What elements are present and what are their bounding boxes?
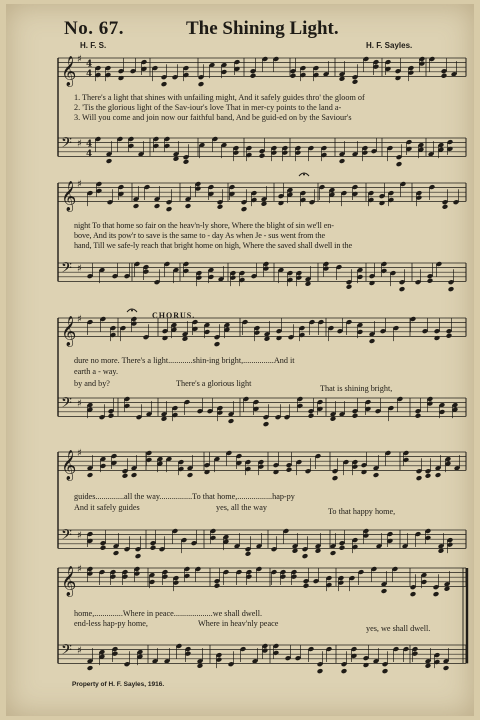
note-head (435, 472, 442, 478)
key-signature-sharp: ♯ (77, 530, 82, 542)
note-head (187, 472, 194, 478)
note-head (395, 75, 402, 81)
note-head (352, 413, 359, 419)
key-signature-sharp: ♯ (77, 314, 82, 326)
verse-1-line-2: night To that home so fair on the heav'n-ly shore, Where the blight of sin we'll en- (74, 221, 334, 230)
chorus-line-k: end-less hap-py home, (74, 619, 148, 628)
lyricist-credit: H. F. S. (80, 41, 107, 50)
chorus-line-h: yes, all the way (216, 503, 267, 512)
key-signature-sharp: ♯ (77, 138, 82, 150)
chorus-line-b: earth a - way. (74, 367, 119, 376)
copyright-footer: Property of H. F. Sayles, 1916. (72, 681, 165, 688)
key-signature-sharp: ♯ (77, 448, 82, 460)
bass-clef: 𝄢 (61, 526, 72, 547)
fermata-dot (131, 310, 133, 312)
time-signature-top: 4 (86, 59, 93, 70)
note-head (441, 73, 448, 79)
verse-2-line-1: 2. 'Tis the glorious light of the Sav-iour's love That in mer-cy points to the land a- (74, 103, 342, 112)
treble-clef: 𝄞 (61, 181, 77, 212)
chorus-line-d: There's a glorious light (176, 379, 252, 388)
note-head (245, 551, 252, 557)
note-head (427, 278, 434, 284)
note-head (332, 475, 339, 481)
chorus-line-f: guides..............all the way................To that home,.................hap-py (74, 492, 295, 501)
note-head (416, 475, 423, 481)
note-head (317, 668, 324, 674)
verse-2-line-2: bove, And its pow'r to save is the same to - day As when Je - sus went from the (74, 231, 325, 240)
note-head (286, 467, 293, 473)
note-head (302, 553, 309, 559)
note-head (150, 545, 157, 551)
bass-clef: 𝄢 (61, 641, 72, 662)
note-head (433, 591, 440, 597)
note-head (273, 469, 280, 475)
note-head (330, 550, 337, 556)
note-head (133, 203, 140, 209)
verse-1-line-1: 1. There's a light that shines with unfailing might, And it safely guides thro' the gloom of (74, 93, 365, 102)
chorus-line-e: That is shining bright, (320, 384, 393, 393)
note-head (154, 203, 161, 209)
hymn-title: The Shining Light. (186, 18, 339, 39)
note-head (241, 206, 248, 212)
note-head (185, 203, 192, 209)
time-signature-bottom: 4 (86, 149, 93, 160)
note-head (448, 286, 455, 292)
note-head (303, 583, 310, 589)
note-head (382, 668, 389, 674)
time-signature-bottom: 4 (86, 69, 93, 80)
key-signature-sharp: ♯ (77, 54, 82, 66)
composer-credit: H. F. Sayles. (366, 41, 413, 50)
note-head (214, 583, 221, 589)
fermata-dot (303, 174, 305, 176)
note-head (415, 413, 422, 419)
note-head (166, 206, 173, 212)
key-signature-sharp: ♯ (77, 564, 82, 576)
note-head (135, 553, 142, 559)
note-head (443, 665, 450, 671)
note-head (341, 668, 348, 674)
note-head (217, 204, 224, 210)
note-head (118, 75, 125, 81)
key-signature-sharp: ♯ (77, 398, 82, 410)
chorus-line-a: dure no more. There's a light............shin-ing bright,...............And it (74, 356, 295, 365)
note-head (161, 81, 168, 87)
note-head (214, 341, 221, 347)
treble-clef: 𝄞 (61, 566, 77, 597)
note-head (106, 158, 113, 164)
note-head (122, 473, 129, 479)
chorus-line-j: home,..............Where in peace...................we shall dwell. (74, 609, 263, 618)
key-signature-sharp: ♯ (77, 645, 82, 657)
verse-3-line-1: 3. Will you come and join now our faithful band, And be guid-ed on by the Saviour's (74, 113, 352, 122)
note-head (363, 662, 370, 668)
chorus-line-m: yes, we shall dwell. (366, 624, 431, 633)
note-head (373, 472, 380, 478)
chorus-line-i: To that happy home, (328, 507, 396, 516)
note-head (434, 335, 441, 341)
note-head (290, 73, 297, 79)
note-head (396, 161, 403, 167)
verse-3-line-2: hand, Till we safe-ly reach that bright home on high, Where the saved shall dwell in the (74, 241, 352, 250)
note-head (198, 81, 205, 87)
note-head (410, 591, 417, 597)
bass-clef: 𝄢 (61, 134, 72, 155)
note-head (113, 550, 120, 556)
note-head (379, 200, 386, 206)
note-head (425, 473, 432, 479)
note-head (361, 469, 368, 475)
note-head (108, 413, 115, 419)
note-head (442, 204, 449, 210)
note-head (259, 153, 266, 159)
note-head (339, 545, 346, 551)
note-head (446, 333, 453, 339)
hymn-number: No. 67. (64, 18, 124, 39)
bass-clef: 𝄢 (61, 394, 72, 415)
note-head (308, 413, 315, 419)
note-head (87, 472, 94, 478)
treble-clef: 𝄞 (61, 316, 77, 347)
note-head (162, 335, 169, 341)
chorus-line-l: Where in heav'nly peace (198, 619, 279, 628)
time-signature-top: 4 (86, 139, 93, 150)
note-head (276, 335, 283, 341)
note-head (346, 284, 353, 290)
note-head (228, 418, 235, 424)
key-signature-sharp: ♯ (77, 179, 82, 191)
note-head (87, 665, 94, 671)
note-head (339, 158, 346, 164)
note-head (183, 159, 190, 165)
note-head (352, 79, 359, 85)
bass-clef: 𝄢 (61, 259, 72, 280)
treble-clef: 𝄞 (61, 56, 77, 87)
note-head (250, 73, 257, 79)
note-head (204, 469, 211, 475)
chorus-line-c: by and by? (74, 379, 110, 388)
note-head (399, 286, 406, 292)
treble-clef: 𝄞 (61, 450, 77, 481)
note-head (278, 200, 285, 206)
note-head (369, 338, 376, 344)
key-signature-sharp: ♯ (77, 263, 82, 275)
note-head (100, 545, 107, 551)
note-head (263, 421, 270, 427)
note-head (381, 588, 388, 594)
chorus-line-g: And it safely guides (74, 503, 140, 512)
note-head (369, 280, 376, 286)
chorus-label: CHORUS. (152, 311, 196, 320)
note-head (131, 472, 138, 478)
